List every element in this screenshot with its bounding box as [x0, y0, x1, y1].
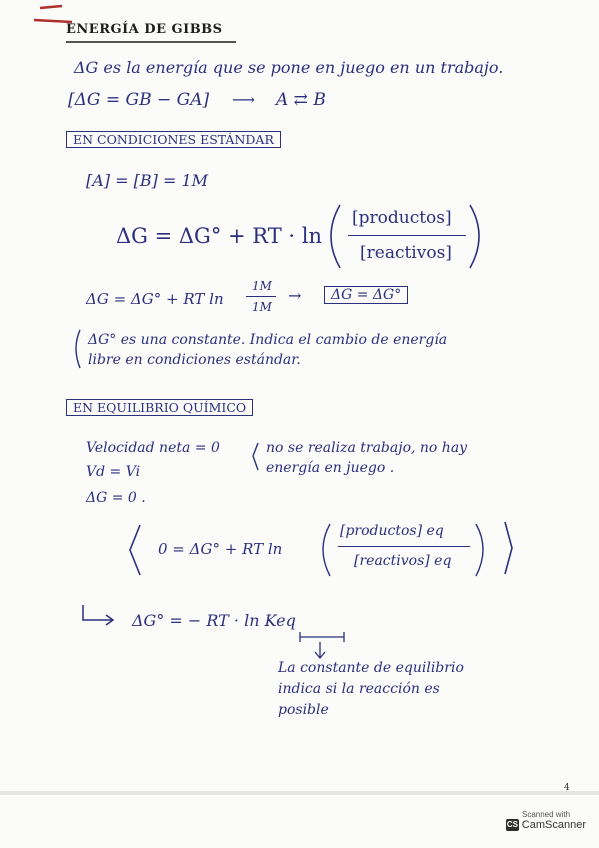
reaction: A ⇄ B	[276, 90, 326, 110]
section-standard-conditions: EN CONDICIONES ESTÁNDAR	[66, 131, 281, 148]
keq-note-line3: posible	[278, 702, 329, 718]
page-number: 4	[564, 783, 570, 793]
camscanner-logo-icon: CS	[506, 820, 518, 829]
main-equation-lhs: ΔG = ΔG° + RT · ln	[116, 224, 322, 248]
eq-note-line2: energía en juego .	[266, 460, 395, 476]
main-equation-denominator: [reactivos]	[360, 243, 452, 263]
standard-line-lhs: ΔG = ΔG° + RT ln	[86, 290, 224, 308]
eq-condition-1: Velocidad neta = 0	[86, 440, 220, 456]
standard-result-box: ΔG = ΔG°	[324, 286, 408, 304]
definition-text: ΔG es la energía que se pone en juego en un trabajo.	[74, 58, 504, 77]
delta-g-equation: [ΔG = GB − GA]	[68, 90, 210, 110]
section-chemical-equilibrium: EN EQUILIBRIO QUÍMICO	[66, 399, 253, 416]
eq-condition-2: Vd = Vi	[86, 464, 141, 480]
note-standard-line2: libre en condiciones estándar.	[88, 352, 301, 368]
standard-line-numerator: 1M	[252, 279, 272, 293]
arrow-icon: ⟶	[232, 90, 255, 109]
standard-line-denominator: 1M	[252, 300, 272, 314]
keq-note-line1: La constante de equilibrio	[278, 660, 464, 676]
eq-condition-3: ΔG = 0 .	[86, 490, 146, 506]
standard-fraction-bar	[246, 296, 276, 297]
eq-note-line1: no se realiza trabajo, no hay	[266, 440, 468, 456]
eq-equation-lhs: 0 = ΔG° + RT ln	[158, 540, 283, 558]
keq-note-line2: indica si la reacción es	[278, 681, 440, 697]
eq-fraction-bar	[338, 546, 470, 547]
fraction-bar	[348, 235, 466, 236]
scanner-brand: CamScanner	[521, 819, 586, 831]
scanner-watermark	[506, 810, 586, 840]
eq-equation-denominator: [reactivos] eq	[354, 553, 452, 569]
concentration-text: [A] = [B] = 1M	[86, 171, 208, 190]
scanner-label: Scanned with	[521, 810, 571, 819]
standard-arrow: →	[288, 286, 302, 305]
page-title: ENERGÍA DE GIBBS	[66, 22, 223, 37]
main-equation-numerator: [productos]	[352, 208, 452, 228]
final-equation: ΔG° = − RT · ln Keq	[132, 611, 296, 630]
note-standard-line1: ΔG° es una constante. Indica el cambio de energía	[88, 332, 448, 348]
eq-equation-numerator: [productos] eq	[340, 523, 444, 539]
